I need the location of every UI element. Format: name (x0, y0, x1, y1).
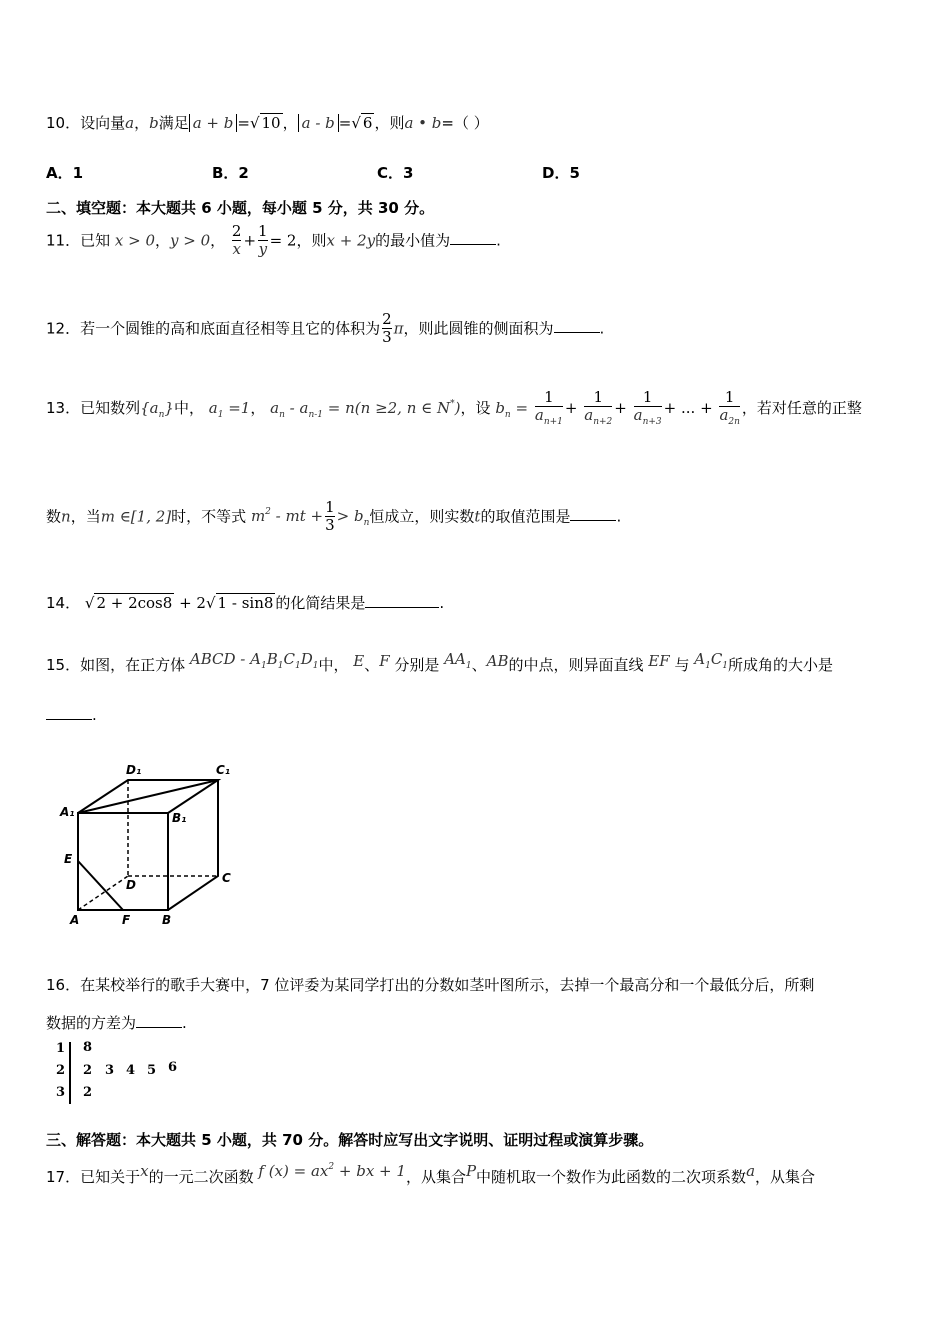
question-13: 13．已知数列$\{a_n\}$中， $a_1 =1$， $a_n - a_{n-1} = n(n \ge 2$, n ∈ N*)，设 $b_n$ = $\frac{1}{a_{n+1}}$ + $\frac{1}{a_{n+2}}$ + $\frac{1}{a_{n+3}}$ + ... + $\frac{1}{a_{2n}}$ ，若对任意的正整 (46, 388, 862, 427)
q13-a1: $a_1 =1$ (208, 399, 251, 421)
cube-hidden-ad (78, 876, 128, 910)
q13-frac-2: $\frac{1}{a_{n+2}}$ (584, 388, 613, 427)
label-e: E (64, 852, 73, 866)
q14-answer-blank[interactable] (365, 607, 439, 608)
q13-frac-4: $\frac{1}{a_{2n}}$ (719, 388, 740, 427)
q11-frac-1-over-y: $\frac{1}{y}$ (258, 222, 268, 258)
q15-aa1: $AA_1$ (444, 650, 472, 671)
q17-a: a (746, 1162, 756, 1180)
stem-leaf-plot (52, 1040, 192, 1106)
question-13-line-2: 数n，当m ∈[1, 2]时，不等式 $m^2$ - mt + $\frac{1}{3}$ > $b_n$恒成立，则实数t的取值范围是 . (46, 498, 622, 534)
q13-line2-text-4: 恒成立，则实数 (369, 507, 475, 526)
q16-number: 16． (46, 976, 81, 994)
question-10: 10．设向量a，b满足 a + b =√ 10 ， a - b =√ 6 ，则a • b=（ ） (46, 114, 489, 132)
q10-option-d[interactable]: D．5 (542, 164, 580, 182)
label-a: A (70, 913, 80, 927)
q17-text-3: ，从集合 (405, 1168, 466, 1186)
q10-abs-sum: a + b (189, 114, 238, 132)
q13-number: 13． (46, 399, 81, 418)
leaf-3-1: 2 (83, 1085, 93, 1100)
q17-text-2: 的一元二次函数 (148, 1168, 254, 1186)
q14-text-1: 的化简结果是 (275, 594, 366, 612)
leaf-2-4: 5 (147, 1063, 157, 1078)
q10-abs-diff: a - b (298, 114, 339, 132)
q15-text-2: 中， (318, 656, 349, 674)
q15-point-e: E (353, 652, 365, 670)
q13-answer-blank[interactable] (570, 520, 616, 521)
q10-dot-product: a • b (404, 114, 442, 132)
q17-text-4: 中随机取一个数作为此函数的二次项系数 (476, 1168, 747, 1186)
question-16-line-2 (46, 1012, 187, 1033)
q14-end: . (439, 594, 445, 612)
q12-text-1: 若一个圆锥的高和底面直径相等且它的体积为 (80, 319, 381, 338)
cube-diagonal-a1c1 (78, 780, 218, 813)
label-f: F (122, 913, 131, 927)
q11-text-1: 已知 (80, 231, 111, 250)
q17-number: 17． (46, 1168, 81, 1186)
q13-ellipsis: + ... + (663, 399, 713, 418)
stem-1: 1 (56, 1041, 66, 1056)
q13-m-range: m ∈[1, 2] (100, 507, 172, 526)
q12-pi: π (393, 319, 404, 338)
q13-line2-text-2: ，当 (70, 507, 101, 526)
question-15 (46, 650, 834, 677)
q15-cube-name: ABCD - $A_1B_1C_1D_1$ (189, 650, 319, 671)
q13-line2-text-1: 数 (46, 507, 62, 526)
q10-vector-a: a (125, 114, 135, 132)
q14-number: 14． (46, 594, 81, 612)
q10-sep: ， (134, 114, 150, 132)
q15-sep: 、 (364, 656, 380, 674)
leaf-2-1: 2 (83, 1063, 93, 1078)
label-a1: A₁ (60, 805, 75, 819)
q13-line2-text-3: 时，不等式 (171, 507, 247, 526)
q11-frac-2-over-x: $\frac{2}{x}$ (231, 222, 242, 258)
leaf-2-2: 3 (105, 1063, 115, 1078)
cube-figure (56, 758, 246, 930)
q15-text-1: 如图，在正方体 (80, 656, 186, 674)
q11-text-2: ，则 (296, 231, 327, 250)
question-12 (46, 312, 604, 346)
q14-plus: + 2 (179, 594, 206, 612)
q11-cond-y: y > 0 (170, 231, 211, 250)
q17-set-p: P (465, 1162, 477, 1180)
q10-text-1: 设向量 (80, 114, 126, 132)
question-17 (46, 1162, 816, 1187)
q11-number: 11． (46, 231, 81, 250)
q12-end: . (599, 319, 605, 338)
q12-number: 12． (46, 319, 81, 338)
q10-sqrt10: 10 (261, 114, 281, 132)
q10-text-2: 满足 (158, 114, 189, 132)
q15-ef: EF (648, 652, 670, 670)
q13-frac-1: $\frac{1}{a_{n+1}}$ (534, 388, 563, 427)
section-3-heading: 三、解答题：本大题共 5 小题，共 70 分。解答时应写出文字说明、证明过程或演算步骤。 (46, 1131, 654, 1149)
q13-sequence: $\{a_n\}$ (140, 399, 174, 421)
label-c1: C₁ (216, 763, 231, 777)
q10-option-b[interactable]: B．2 (212, 164, 249, 182)
q15-a1c1: $A_1C_1$ (694, 650, 729, 671)
leaf-1-1: 8 (83, 1040, 93, 1055)
question-14: 14． √ 2 + 2cos8 + 2√ 1 - sin8 的化简结果是 . (46, 594, 445, 612)
q16-answer-blank[interactable] (136, 1027, 182, 1028)
q15-ab: AB (486, 652, 509, 670)
q11-cond-x: x > 0 (114, 231, 155, 250)
cube-segment-ef (78, 861, 123, 910)
q10-eq2: = (338, 114, 352, 132)
q15-number: 15． (46, 656, 81, 674)
q13-text-4: ，若对任意的正整 (741, 399, 862, 418)
label-d: D (126, 878, 136, 892)
q16-text-2: 数据的方差为 (46, 1014, 137, 1032)
label-d1: D₁ (126, 763, 142, 777)
q13-plus-2: + (614, 399, 627, 418)
q10-number: 10． (46, 114, 81, 132)
q10-vector-b: b (149, 114, 159, 132)
q13-plus-1: + (564, 399, 578, 418)
q14-sqrt-2: 1 - sin8 (217, 594, 274, 612)
question-15-line-2 (46, 706, 97, 724)
label-b1: B₁ (172, 811, 187, 825)
cube-front-face (78, 813, 168, 910)
q17-x: x (140, 1162, 149, 1180)
q15-text-4: 的中点，则异面直线 (508, 656, 644, 674)
q12-answer-blank[interactable] (554, 332, 600, 333)
q13-n: n (61, 507, 71, 526)
q10-text-3: ，则 (374, 114, 405, 132)
q16-end: . (182, 1014, 187, 1032)
q13-text-1: 已知数列 (80, 399, 141, 418)
q13-inequality: $m^2$ - mt + (250, 507, 324, 526)
q13-frac-1-3: $\frac{1}{3}$ (325, 498, 335, 534)
q15-sep2: 、 (471, 656, 487, 674)
leaf-2-5: 6 (168, 1060, 178, 1075)
label-b: B (162, 913, 172, 927)
q14-sqrt-1: 2 + 2cos8 (96, 594, 173, 612)
q10-option-a[interactable]: A．1 (46, 164, 84, 182)
q11-plus: + (243, 231, 257, 250)
q17-text-1: 已知关于 (80, 1168, 141, 1186)
q15-text-5: 与 (674, 656, 690, 674)
q15-end: . (92, 706, 97, 724)
q15-text-3: 分别是 (394, 656, 440, 674)
q16-text-1: 在某校举行的歌手大赛中，7 位评委为某同学打出的分数如茎叶图所示，去掉一个最高分和一个最低分后，所剩 (80, 976, 815, 994)
q10-text-4: =（ ） (441, 114, 489, 132)
q13-frac-3: $\frac{1}{a_{n+3}}$ (633, 388, 662, 427)
q13-t: t (474, 507, 481, 526)
q13-recurrence: $a_n - a_{n-1} = n(n \ge 2$, n ∈ N*) (270, 399, 461, 421)
stem-leaf-divider (69, 1042, 71, 1104)
q12-text-2: ，则此圆锥的侧面积为 (403, 319, 554, 338)
stem-3: 3 (56, 1085, 66, 1100)
q13-text-2: 中， (173, 399, 204, 418)
q13-ineq-rhs: > b (336, 507, 364, 526)
q15-point-f: F (379, 652, 390, 670)
q15-text-6: 所成角的大小是 (728, 656, 834, 674)
q12-frac-2-3: $\frac{2}{3}$ (382, 310, 392, 346)
stem-2: 2 (56, 1063, 66, 1078)
question-16 (46, 974, 814, 995)
q10-eq1: = (237, 114, 250, 132)
q11-text-3: 的最小值为 (375, 231, 451, 250)
q11-end: . (496, 231, 501, 250)
cube-right-face (168, 780, 218, 910)
q13-bn: $b_n$ = (495, 399, 529, 421)
label-c: C (222, 871, 231, 885)
q11-eq: = 2 (269, 231, 297, 250)
q17-text-5: ，从集合 (755, 1168, 816, 1186)
q15-answer-blank[interactable] (46, 719, 92, 720)
q11-expression: x + 2y (326, 231, 376, 250)
q10-sqrt6: 6 (362, 114, 373, 132)
q13-line2-text-5: 的取值范围是 (480, 507, 571, 526)
question-11: 11．已知 x > 0，y > 0， $\frac{2}{x}$ + $\frac{1}{y}$ = 2，则x + 2y的最小值为 . (46, 222, 501, 258)
section-2-heading: 二、填空题：本大题共 6 小题，每小题 5 分，共 30 分。 (46, 199, 435, 217)
q13-text-3: ，设 (460, 399, 491, 418)
q13-end: . (616, 507, 622, 526)
q10-option-c[interactable]: C．3 (377, 164, 414, 182)
leaf-2-3: 4 (126, 1063, 136, 1078)
q11-answer-blank[interactable] (450, 244, 496, 245)
q17-function: f $(x) = ax^2$ + bx + 1 (258, 1162, 406, 1180)
